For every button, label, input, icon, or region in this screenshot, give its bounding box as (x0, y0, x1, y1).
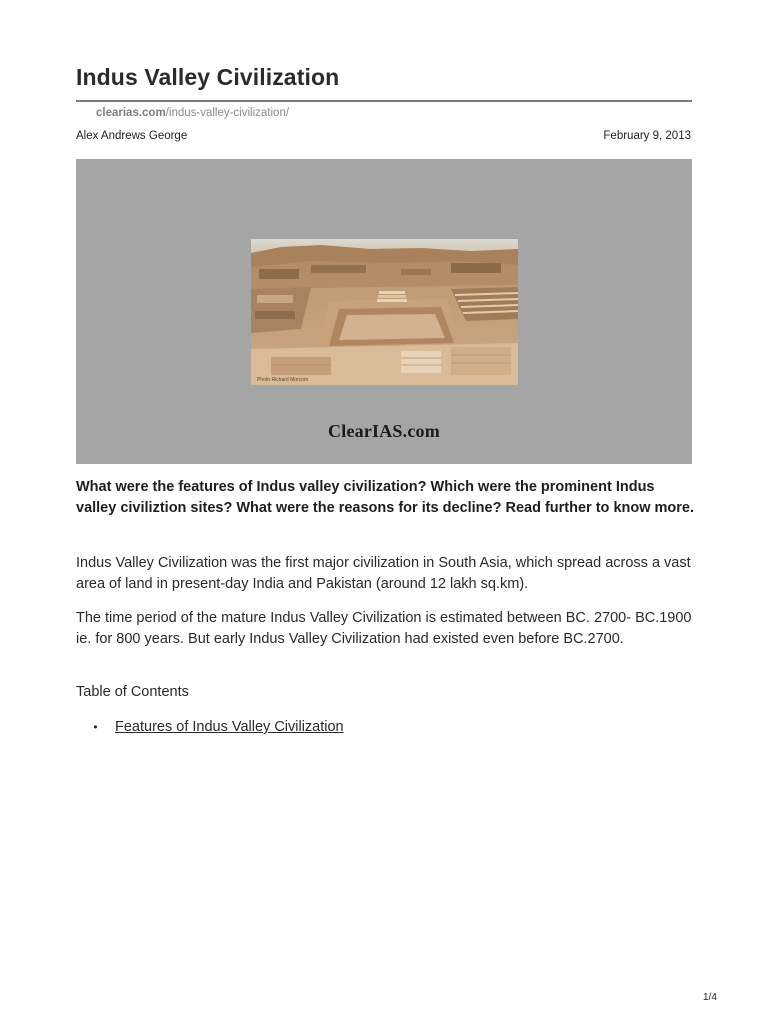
body-paragraph-2: The time period of the mature Indus Valley Civilization is estimated between BC. 2700- BC.1900 ie. for 800 years. But early Indus Valley Civilization had existed even before BC.2700. (76, 610, 692, 647)
great-bath-photo (251, 239, 518, 385)
table-of-contents (76, 719, 344, 735)
toc-item (76, 719, 344, 735)
bullet-icon: • (93, 720, 98, 734)
source-url[interactable] (96, 107, 289, 119)
author-name: Alex Andrews George (76, 130, 188, 142)
photo-credit: Photo Richard Morcom (257, 377, 309, 383)
hero-banner (76, 159, 692, 464)
toc-heading: Table of Contents (76, 684, 189, 700)
hero-caption: ClearIAS.com (328, 421, 440, 441)
title-divider (76, 100, 692, 102)
body-paragraph-1: Indus Valley Civilization was the first major civilization in South Asia, which spread across a vast area of land in present-day India and Pakistan (around 12 lakh sq.km). (76, 555, 691, 592)
source-path: /indus-valley-civilization/ (165, 107, 290, 119)
toc-link-features[interactable]: Features of Indus Valley Civilization (115, 719, 344, 735)
intro-paragraph: What were the features of Indus valley civilization? Which were the prominent Indus valley civiliztion sites? What were the reasons for its decline? Read further to know more. (76, 479, 695, 516)
publish-date: February 9, 2013 (603, 130, 691, 142)
article-meta (76, 130, 691, 142)
source-domain: clearias.com (96, 107, 166, 119)
page-number: 1/4 (703, 992, 717, 1003)
page-title: Indus Valley Civilization (76, 64, 340, 90)
